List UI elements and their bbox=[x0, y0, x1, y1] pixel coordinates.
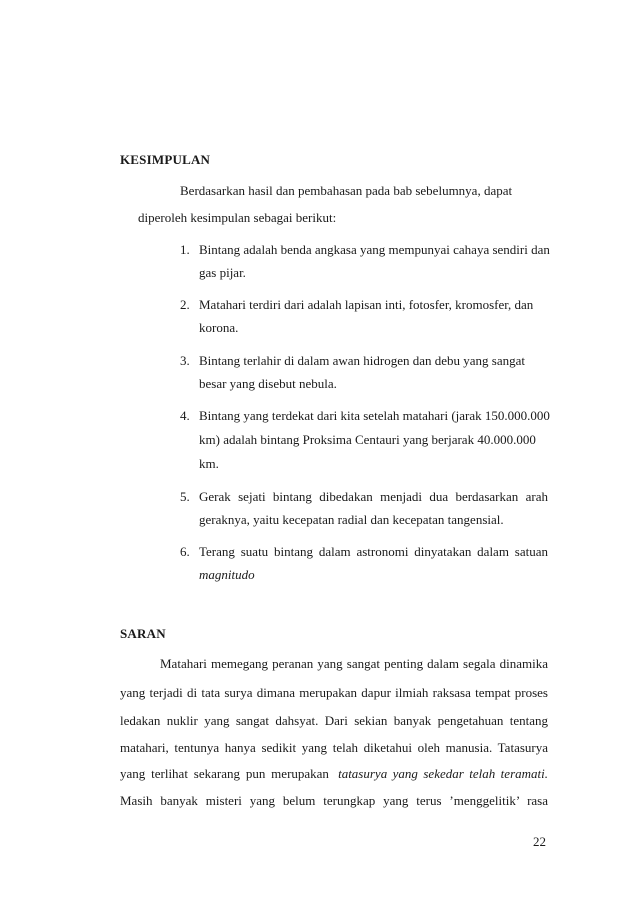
saran-heading: SARAN bbox=[120, 626, 166, 641]
kesimpulan-intro-line-1: Berdasarkan hasil dan pembahasan pada bab sebelumnya, dapat bbox=[180, 183, 513, 198]
list-item-line: Gerak sejati bintang dibedakan menjadi dua berdasarkan arah bbox=[199, 489, 548, 504]
list-item-line: km. bbox=[199, 456, 219, 471]
list-item-line: Bintang yang terdekat dari kita setelah matahari (jarak 150.000.000 bbox=[199, 408, 550, 423]
list-item-number: 6. bbox=[180, 544, 190, 559]
list-item-number: 2. bbox=[180, 297, 190, 312]
saran-italic-text: tatasurya yang sekedar telah teramati. bbox=[338, 766, 548, 781]
saran-plain-text: yang terlihat sekarang pun merupakan bbox=[120, 766, 329, 781]
saran-paragraph-line: yang terjadi di tata surya dimana merupakan dapur ilmiah raksasa tempat proses bbox=[120, 685, 548, 700]
list-item-line: korona. bbox=[199, 320, 239, 335]
list-item-line: Matahari terdiri dari adalah lapisan inti, fotosfer, kromosfer, dan bbox=[199, 297, 534, 312]
list-item-line: geraknya, yaitu kecepatan radial dan kecepatan tangensial. bbox=[199, 512, 504, 527]
list-item-line: km) adalah bintang Proksima Centauri yang berjarak 40.000.000 bbox=[199, 432, 536, 447]
kesimpulan-intro-line-2: diperoleh kesimpulan sebagai berikut: bbox=[138, 210, 337, 225]
kesimpulan-heading: KESIMPULAN bbox=[120, 152, 211, 167]
list-item-number: 3. bbox=[180, 353, 190, 368]
saran-paragraph-line: Matahari memegang peranan yang sangat penting dalam segala dinamika bbox=[160, 656, 548, 671]
page-number: 22 bbox=[533, 834, 546, 849]
list-item-number: 1. bbox=[180, 242, 190, 257]
list-item-line: Terang suatu bintang dalam astronomi dinyatakan dalam satuan bbox=[199, 544, 548, 559]
saran-paragraph-line: Masih banyak misteri yang belum terungkap yang terus ’menggelitik’ rasa bbox=[120, 793, 548, 808]
list-item-number: 4. bbox=[180, 408, 190, 423]
list-item-line: gas pijar. bbox=[199, 265, 246, 280]
list-item-number: 5. bbox=[180, 489, 190, 504]
saran-paragraph-line-mixed bbox=[120, 766, 548, 782]
list-item-line: Bintang adalah benda angkasa yang mempunyai cahaya sendiri dan bbox=[199, 242, 550, 257]
list-item-line: besar yang disebut nebula. bbox=[199, 376, 337, 391]
list-item-line-italic: magnitudo bbox=[199, 567, 255, 582]
saran-paragraph-line: ledakan nuklir yang sangat dahsyat. Dari sekian banyak pengetahuan tentang bbox=[120, 713, 548, 728]
list-item-line: Bintang terlahir di dalam awan hidrogen dan debu yang sangat bbox=[199, 353, 525, 368]
saran-paragraph-line: matahari, tentunya hanya sedikit yang telah diketahui oleh manusia. Tatasurya bbox=[120, 740, 548, 755]
